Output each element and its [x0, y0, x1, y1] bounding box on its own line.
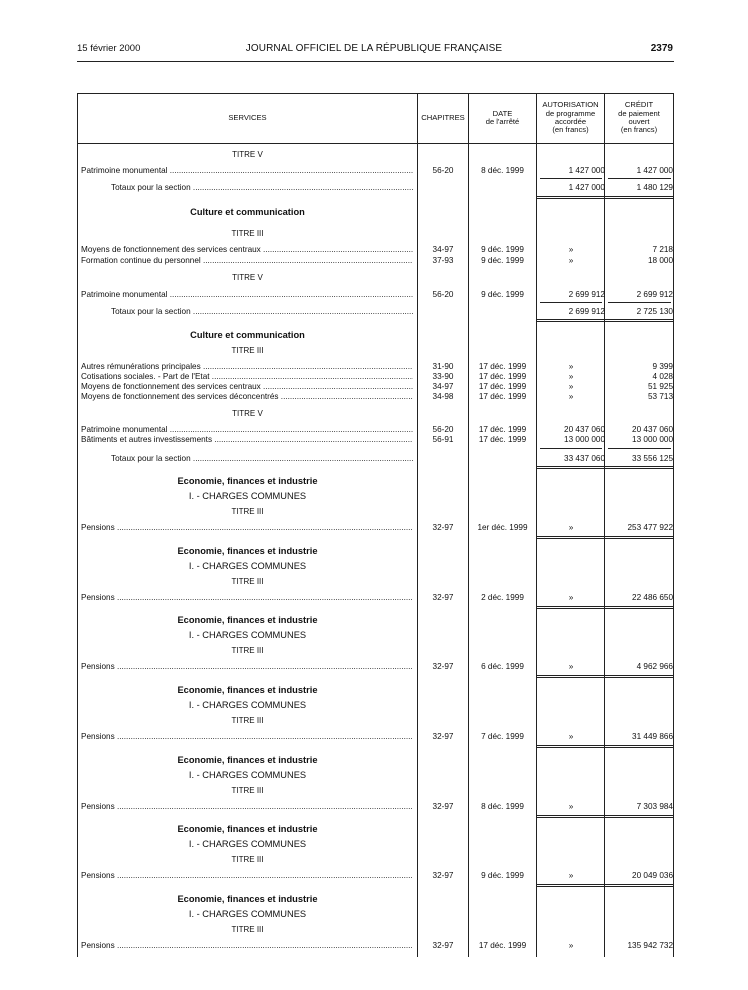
row-autorisation: »	[568, 362, 574, 371]
subtotal-rule	[608, 448, 671, 449]
row-credit: 7 303 984	[636, 802, 673, 811]
header-rule	[77, 61, 674, 62]
table-header-border	[77, 143, 674, 144]
row-chapitre: 34-97	[432, 382, 454, 391]
row-credit: 51 925	[647, 382, 673, 391]
section-end-rule	[537, 468, 673, 469]
section-subtitle: I. - CHARGES COMMUNES	[188, 909, 307, 919]
row-credit: 1 427 000	[636, 166, 673, 175]
row-autorisation: »	[568, 523, 574, 532]
row-date: 7 déc. 1999	[481, 732, 524, 741]
row-autorisation: 1 427 000	[568, 166, 605, 175]
totals-autorisation: 2 699 912	[568, 307, 605, 316]
row-label: Patrimoine monumental .....	[81, 425, 413, 435]
row-credit: 135 942 732	[627, 941, 673, 950]
row-date: 17 déc. 1999	[478, 941, 527, 950]
section-end-rule	[537, 536, 673, 537]
section-end-rule	[537, 319, 673, 320]
section-titre: TITRE III	[231, 229, 264, 238]
page-number: 2379	[650, 43, 673, 54]
row-chapitre: 32-97	[432, 523, 454, 532]
row-autorisation: »	[568, 392, 574, 401]
row-autorisation: »	[568, 382, 574, 391]
totals-autorisation: 1 427 000	[568, 183, 605, 192]
section-titre: TITRE III	[231, 577, 264, 586]
subtotal-rule	[608, 178, 671, 179]
totals-autorisation: 33 437 060	[564, 454, 605, 463]
row-label: Pensions .....	[81, 871, 413, 881]
row-credit: 7 218	[652, 245, 673, 254]
row-label: Pensions .....	[81, 523, 413, 533]
section-titre: TITRE V	[232, 150, 263, 159]
section-end-rule	[537, 745, 673, 746]
row-label: Pensions .....	[81, 941, 413, 951]
row-credit: 18 000	[647, 256, 673, 265]
section-end-rule	[537, 538, 673, 539]
ministry-name: Economie, finances et industrie	[177, 476, 318, 486]
section-subtitle: I. - CHARGES COMMUNES	[188, 630, 307, 640]
section-end-rule	[537, 747, 673, 748]
row-chapitre: 32-97	[432, 662, 454, 671]
row-chapitre: 56-20	[432, 166, 454, 175]
section-subtitle: I. - CHARGES COMMUNES	[188, 561, 307, 571]
row-credit: 4 028	[652, 372, 673, 381]
totals-label: Totaux pour la section .....	[111, 307, 413, 317]
row-label: Cotisations sociales. - Part de l'Etat .....	[81, 372, 413, 382]
row-autorisation: »	[568, 871, 574, 880]
section-subtitle: I. - CHARGES COMMUNES	[188, 700, 307, 710]
section-end-rule	[537, 466, 673, 467]
row-date: 1er déc. 1999	[477, 523, 528, 532]
row-autorisation: »	[568, 245, 574, 254]
row-date: 9 déc. 1999	[481, 871, 524, 880]
section-titre: TITRE III	[231, 855, 264, 864]
row-chapitre: 32-97	[432, 802, 454, 811]
row-autorisation: 13 000 000	[564, 435, 605, 444]
row-date: 17 déc. 1999	[478, 362, 527, 371]
row-autorisation: »	[568, 802, 574, 811]
section-end-rule	[537, 321, 673, 322]
col-header-chapitres: CHAPITRES	[421, 112, 465, 122]
row-credit: 22 486 650	[632, 593, 673, 602]
totals-credit: 2 725 130	[636, 307, 673, 316]
row-autorisation: »	[568, 256, 574, 265]
row-date: 2 déc. 1999	[481, 593, 524, 602]
section-titre: TITRE III	[231, 925, 264, 934]
section-titre: TITRE V	[232, 273, 263, 282]
row-date: 9 déc. 1999	[481, 290, 524, 299]
row-label: Patrimoine monumental .....	[81, 290, 413, 300]
section-titre: TITRE III	[231, 346, 264, 355]
section-titre: TITRE V	[232, 409, 263, 418]
col-header-date: DATE de l'arrêté	[485, 108, 520, 126]
row-chapitre: 56-91	[432, 435, 454, 444]
journal-title: JOURNAL OFFICIEL DE LA RÉPUBLIQUE FRANÇAISE	[245, 43, 503, 54]
row-date: 8 déc. 1999	[481, 166, 524, 175]
row-label: Bâtiments et autres investissements .....	[81, 435, 413, 445]
totals-credit: 1 480 129	[636, 183, 673, 192]
row-credit: 20 049 036	[632, 871, 673, 880]
row-credit: 53 713	[647, 392, 673, 401]
row-credit: 2 699 912	[636, 290, 673, 299]
row-date: 9 déc. 1999	[481, 245, 524, 254]
row-date: 9 déc. 1999	[481, 256, 524, 265]
row-label: Patrimoine monumental .....	[81, 166, 413, 176]
row-chapitre: 56-20	[432, 425, 454, 434]
section-titre: TITRE III	[231, 646, 264, 655]
row-chapitre: 56-20	[432, 290, 454, 299]
section-end-rule	[537, 198, 673, 199]
section-titre: TITRE III	[231, 716, 264, 725]
row-chapitre: 32-97	[432, 593, 454, 602]
totals-label: Totaux pour la section .....	[111, 183, 413, 193]
row-credit: 20 437 060	[632, 425, 673, 434]
row-chapitre: 32-97	[432, 871, 454, 880]
col-header-autorisation: AUTORISATION de programme accordée (en francs)	[542, 100, 599, 135]
ministry-name: Economie, finances et industrie	[177, 894, 318, 904]
row-label: Pensions .....	[81, 732, 413, 742]
section-subtitle: I. - CHARGES COMMUNES	[188, 491, 307, 501]
row-label: Moyens de fonctionnement des services déconcentrés .....	[81, 392, 413, 402]
section-end-rule	[537, 886, 673, 887]
totals-credit: 33 556 125	[632, 454, 673, 463]
section-end-rule	[537, 677, 673, 678]
section-end-rule	[537, 815, 673, 816]
row-chapitre: 34-98	[432, 392, 454, 401]
row-chapitre: 37-93	[432, 256, 454, 265]
subtotal-rule	[540, 302, 602, 303]
row-label: Pensions .....	[81, 593, 413, 603]
row-credit: 31 449 866	[632, 732, 673, 741]
row-date: 17 déc. 1999	[478, 392, 527, 401]
subtotal-rule	[540, 448, 602, 449]
section-titre: TITRE III	[231, 786, 264, 795]
section-end-rule	[537, 608, 673, 609]
col-header-credit: CRÉDIT de paiement ouvert (en francs)	[618, 100, 660, 135]
section-end-rule	[537, 196, 673, 197]
ministry-name: Economie, finances et industrie	[177, 824, 318, 834]
row-autorisation: 20 437 060	[564, 425, 605, 434]
ministry-name: Economie, finances et industrie	[177, 685, 318, 695]
section-subtitle: I. - CHARGES COMMUNES	[188, 770, 307, 780]
row-credit: 13 000 000	[632, 435, 673, 444]
row-autorisation: »	[568, 662, 574, 671]
section-subtitle: I. - CHARGES COMMUNES	[188, 839, 307, 849]
ministry-name: Economie, finances et industrie	[177, 615, 318, 625]
row-autorisation: »	[568, 941, 574, 950]
section-end-rule	[537, 884, 673, 885]
row-label: Moyens de fonctionnement des services centraux .....	[81, 245, 413, 255]
row-date: 17 déc. 1999	[478, 435, 527, 444]
row-label: Pensions .....	[81, 802, 413, 812]
row-autorisation: »	[568, 593, 574, 602]
section-end-rule	[537, 817, 673, 818]
row-date: 17 déc. 1999	[478, 425, 527, 434]
row-date: 17 déc. 1999	[478, 382, 527, 391]
row-autorisation: »	[568, 732, 574, 741]
subtotal-rule	[540, 178, 602, 179]
row-date: 17 déc. 1999	[478, 372, 527, 381]
row-date: 8 déc. 1999	[481, 802, 524, 811]
col-header-services: SERVICES	[228, 112, 267, 122]
ministry-name: Economie, finances et industrie	[177, 546, 318, 556]
page-date: 15 février 2000	[77, 43, 141, 54]
row-chapitre: 32-97	[432, 941, 454, 950]
row-label: Formation continue du personnel .....	[81, 256, 413, 266]
ministry-name: Economie, finances et industrie	[177, 755, 318, 765]
row-chapitre: 33-90	[432, 372, 454, 381]
section-titre: TITRE III	[231, 507, 264, 516]
table-top-border	[77, 93, 674, 94]
row-chapitre: 32-97	[432, 732, 454, 741]
row-chapitre: 31-90	[432, 362, 454, 371]
row-credit: 253 477 922	[627, 523, 673, 532]
row-credit: 9 399	[652, 362, 673, 371]
section-end-rule	[537, 606, 673, 607]
row-label: Autres rémunérations principales .....	[81, 362, 413, 372]
table-right-border	[673, 93, 674, 957]
row-autorisation: 2 699 912	[568, 290, 605, 299]
ministry-name: Culture et communication	[190, 207, 305, 217]
totals-label: Totaux pour la section .....	[111, 454, 413, 464]
ministry-name: Culture et communication	[190, 330, 305, 340]
row-date: 6 déc. 1999	[481, 662, 524, 671]
row-autorisation: »	[568, 372, 574, 381]
row-credit: 4 962 966	[636, 662, 673, 671]
row-label: Moyens de fonctionnement des services centraux .....	[81, 382, 413, 392]
row-chapitre: 34-97	[432, 245, 454, 254]
row-label: Pensions .....	[81, 662, 413, 672]
subtotal-rule	[608, 302, 671, 303]
section-end-rule	[537, 675, 673, 676]
